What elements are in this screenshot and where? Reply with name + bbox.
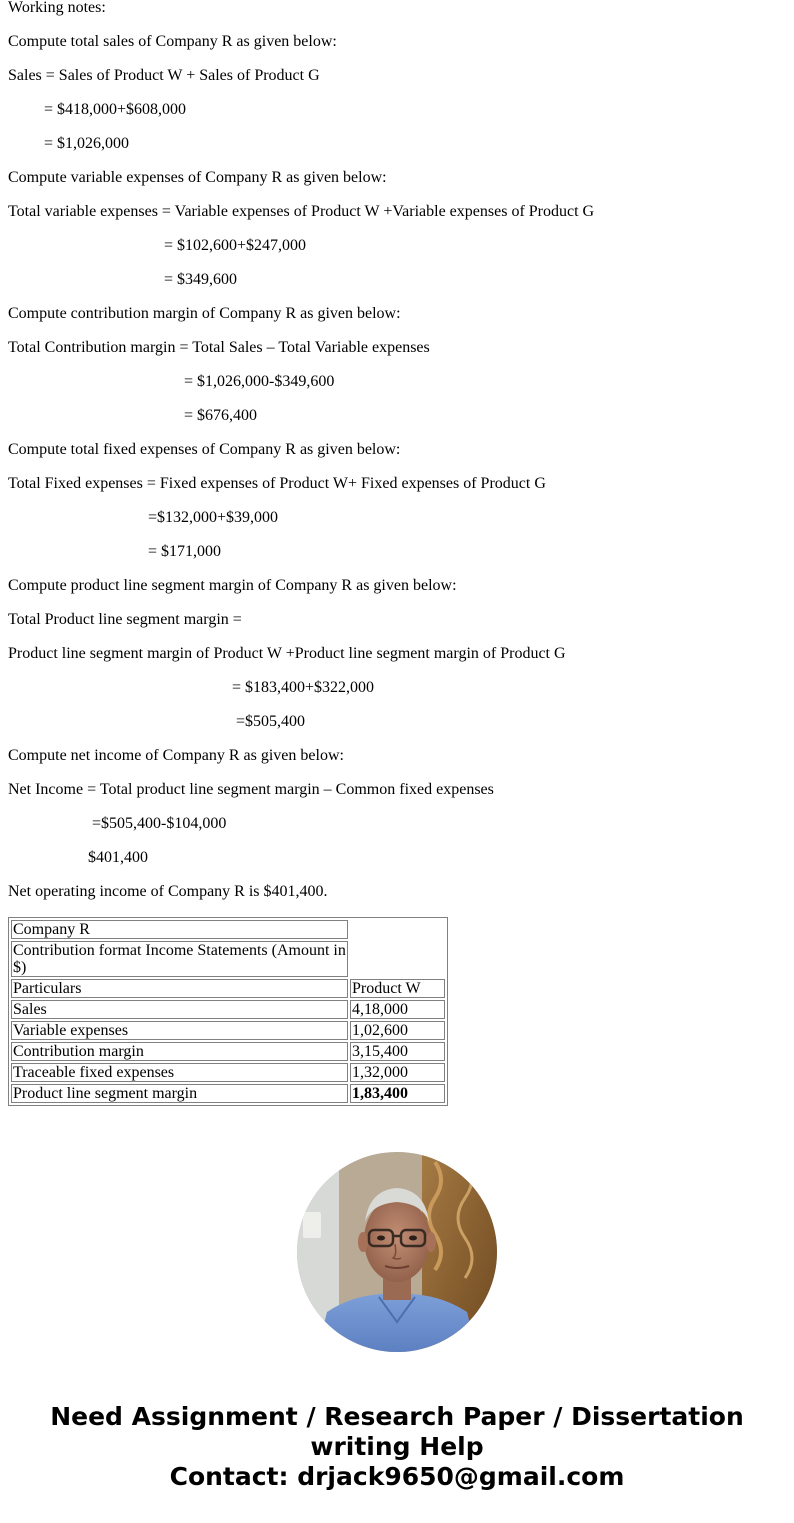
note-line: Compute contribution margin of Company R as given below:: [8, 305, 401, 322]
promo-contact: Contact: drjack9650@gmail.com: [169, 1462, 625, 1491]
table-row: [11, 1084, 445, 1103]
note-line: =$132,000+$39,000: [148, 509, 279, 526]
note-line: = $102,600+$247,000: [164, 237, 307, 254]
header-label-cell: Particulars: [11, 979, 348, 998]
income-statement-table: [8, 917, 448, 1106]
blank-cell: [350, 920, 445, 977]
row-value-cell: 4,18,000: [350, 1000, 445, 1019]
note-line: Product line segment margin of Product W +Product line segment margin of Product G: [8, 645, 566, 662]
note-line: = $183,400+$322,000: [232, 679, 375, 696]
note-line: Compute total fixed expenses of Company R as given below:: [8, 441, 401, 458]
row-label-cell: Traceable fixed expenses: [11, 1063, 348, 1082]
note-line: Sales = Sales of Product W + Sales of Product G: [8, 67, 320, 84]
statement-title-cell: Contribution format Income Statements (Amount in $): [11, 941, 348, 977]
row-value-cell: 3,15,400: [350, 1042, 445, 1061]
note-line: Compute product line segment margin of Company R as given below:: [8, 577, 457, 594]
note-line: = $418,000+$608,000: [44, 101, 187, 118]
note-line: Total variable expenses = Variable expenses of Product W +Variable expenses of Product G: [8, 203, 595, 220]
note-line: = $171,000: [148, 543, 222, 560]
header-product-cell: Product W: [350, 979, 445, 998]
row-label-cell: Variable expenses: [11, 1021, 348, 1040]
note-line: = $349,600: [164, 271, 238, 288]
row-value-cell: 1,32,000: [350, 1063, 445, 1082]
note-line: Net Income = Total product line segment margin – Common fixed expenses: [8, 781, 494, 798]
note-line: $401,400: [88, 849, 148, 866]
note-line: Compute total sales of Company R as given below:: [8, 33, 337, 50]
promo-banner: [0, 1402, 794, 1492]
promo-line: Need Assignment / Research Paper / Dissertation: [50, 1402, 744, 1431]
table-row: [11, 1063, 445, 1082]
promo-line: writing Help: [310, 1432, 484, 1461]
table-row: [11, 1042, 445, 1061]
row-value-cell: 1,83,400: [350, 1084, 445, 1103]
note-line: Total Product line segment margin =: [8, 611, 242, 628]
note-line: Total Contribution margin = Total Sales – Total Variable expenses: [8, 339, 430, 356]
author-avatar: [297, 1152, 497, 1352]
note-line: Compute net income of Company R as given below:: [8, 747, 344, 764]
note-line: Total Fixed expenses = Fixed expenses of Product W+ Fixed expenses of Product G: [8, 475, 546, 492]
row-label-cell: Contribution margin: [11, 1042, 348, 1061]
notes-heading: Working notes:: [8, 0, 106, 16]
row-label-cell: Sales: [11, 1000, 348, 1019]
note-line: Compute variable expenses of Company R as given below:: [8, 169, 387, 186]
table-header-row: [11, 979, 445, 998]
note-line: =$505,400: [236, 713, 306, 730]
avatar-portrait-image: [297, 1152, 497, 1352]
company-cell: Company R: [11, 920, 348, 939]
table-row: [11, 1021, 445, 1040]
note-line: = $1,026,000-$349,600: [184, 373, 335, 390]
note-line: = $676,400: [184, 407, 258, 424]
table-row: [11, 1000, 445, 1019]
table-row: [11, 920, 445, 939]
note-line: = $1,026,000: [44, 135, 130, 152]
row-label-cell: Product line segment margin: [11, 1084, 348, 1103]
note-line: Net operating income of Company R is $401,400.: [8, 883, 328, 900]
row-value-cell: 1,02,600: [350, 1021, 445, 1040]
note-line: =$505,400-$104,000: [92, 815, 227, 832]
